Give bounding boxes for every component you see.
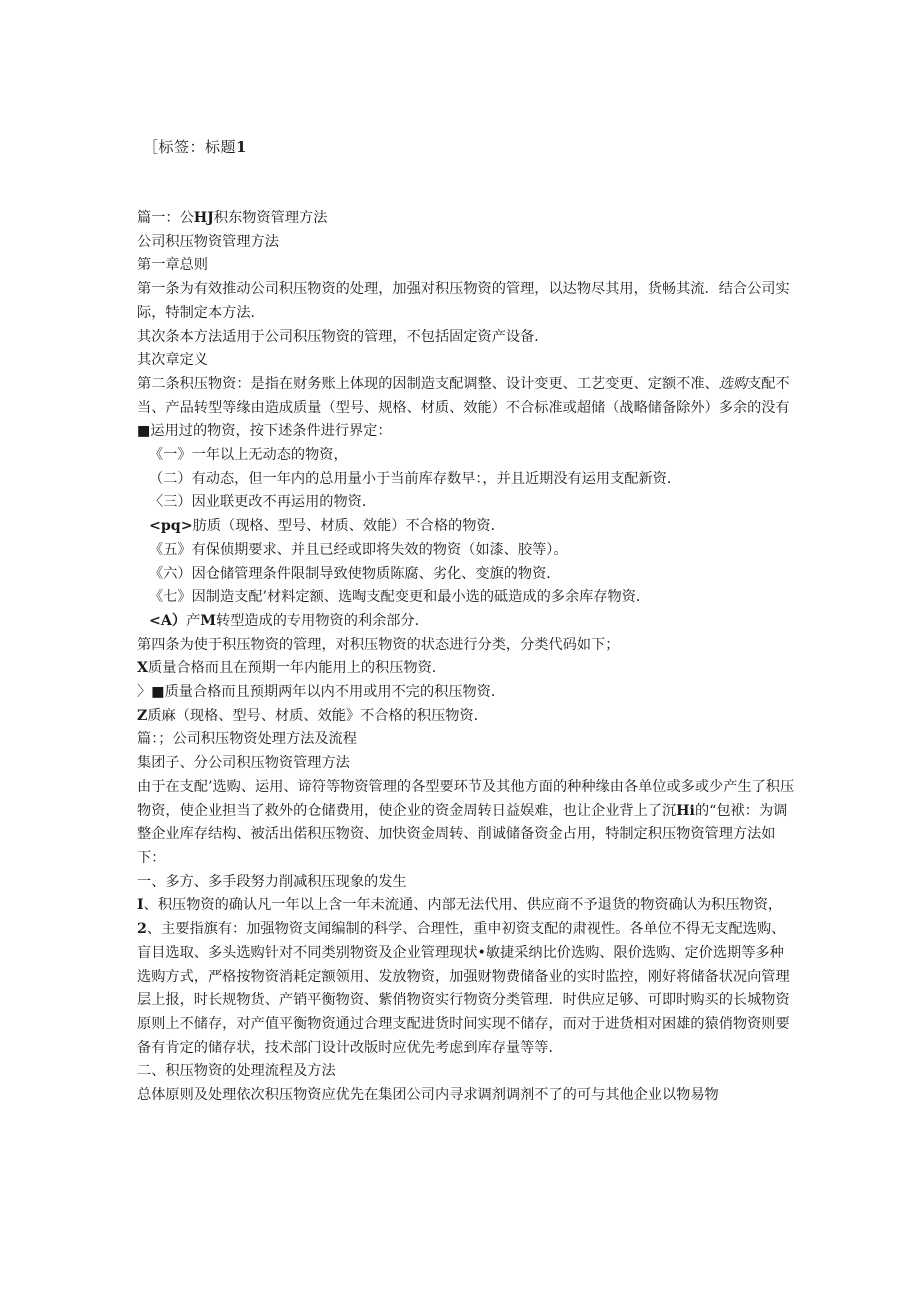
list-item: 《一》一年以上无动态的物资， [149, 447, 348, 464]
numbered-paragraph [137, 894, 797, 918]
text-run: 、主要指旗有：加强物资支闻编制的科学、合理性，重申初资支配的肃视性。各单位不得无支配选购、盲目选取、多头选购针对不同类别物资及企业管理现状•敏捷采纳比价选购、限价选购、定价选期等多种选购方式，严格按物资消耗定额领用、发放物资，加强财物费储备业的实时监控，刚好将储备状况向管理层上报，时长规物货、产销平衡物资、紫俏物资实行物资分类管理．时供应足够、可即时购买的长城物资原则上不储存，对产值平衡物资通过合理支配进货时间实现不储存，而对于进货相对困雄的猿俏物资则要备有肯定的储存状，技术部门设计改版时应优先考虑到库存量等等． [137, 921, 790, 1056]
text-run: 、积压物资的确认凡一年以上含一年未流通、内部无法代用、供应商不予退货的物资确认为积压物资， [143, 897, 783, 914]
tag-prefix: ［标签：标题 [143, 138, 237, 156]
doc-title: 集团子、分公司积压物资管理方法 [137, 755, 350, 772]
article-paragraph: 第一条为有效推动公司积压物资的处理，加强对积压物资的管理，以达物尽其用，货畅其流．结合公司实际，特制定本方法． [137, 281, 790, 321]
text-run: 第二条积压物资：是指在财务账上体现的因制造支配调整、设计变更、工艺变更、定额不准、 [137, 375, 719, 392]
text-run: 质麻（现格、型号、材质、效能》不合格的积压物资． [147, 707, 488, 724]
numbered-paragraph [137, 918, 797, 1060]
document-body [137, 207, 797, 1108]
text-run: 质量合格而且在预期一年内能用上的积压物资． [148, 660, 446, 677]
text-run-bold: Hi [676, 802, 695, 819]
text-run-bold: <pq> [149, 518, 193, 535]
text-run-bold: 2 [137, 921, 147, 938]
article-paragraph [137, 373, 797, 444]
list-item [137, 610, 797, 634]
text-run-bold: I [137, 897, 144, 914]
text-run: 的“包袱：为调整企业库存结构、被活出偌积压物资、加快资金周转、削诚储备资金占用，特制定积压物资管理方法如下： [137, 802, 788, 866]
text-run: 产 [186, 612, 201, 629]
category-item: 〉■质量合格而且预期两年以内不用或用不完的积压物资． [137, 684, 506, 701]
part-one-title [137, 207, 797, 231]
text-run-bold: X [137, 660, 149, 677]
tag-label [143, 136, 247, 157]
list-item: 《五》有保侦期要求、并且已经或即将失效的物资（如漆、胶等）。 [149, 541, 568, 558]
section-heading: 一、多方、多手段努力削减积压现象的发生 [137, 873, 407, 890]
text-run: 由于在支配’选购、运用、谛符等物资管理的各型要环节及其他方面的种种缘由各单位或多或少产生了积压物资，使企业担当了救外的仓储费用，使企业的资金周转日益娱难，也让企业背上了沉 [137, 778, 795, 819]
text-run-bold: Z [137, 707, 148, 724]
tag-number: 1 [236, 138, 247, 156]
chapter-heading: 其次章定义 [137, 352, 208, 369]
category-item [137, 657, 797, 681]
part-two-title: 篇：；公司积压物资处理方法及流程 [137, 731, 357, 748]
article-paragraph: 其次条本方法适用于公司积压物资的管理，不包括固定资产设备． [137, 328, 549, 345]
text-run: 支配不当、产品转型等缘由造成质量（型号、规格、材质、效能）不合标准或超储（战略储备除外）多余的没有■运用过的物资，按下述条件进行界定： [137, 375, 790, 440]
list-item: 〈三）因业联更改不再运用的物资． [149, 494, 377, 511]
text-run-bold: <A） [149, 612, 187, 629]
list-item: 《六）因仓储管理条件限制导致使物质陈腐、劣化、变旗的物资． [149, 565, 561, 582]
doc-title: 公司积压物资管理方法 [137, 233, 279, 250]
section-heading: 二、积压物资的处理流程及方法 [137, 1063, 336, 1080]
list-item: （二）有动态，但一年内的总用量小于当前库存数早：，并且近期没有运用支配新资． [149, 470, 682, 487]
list-item [137, 515, 797, 539]
body-paragraph [137, 776, 797, 871]
list-item: 《七》因制造支配’材料定额、选啕支配变更和最小选的砥造成的多余库存物资． [149, 589, 651, 606]
text-run: 转型造成的专用物资的利余部分． [216, 612, 429, 629]
text-run: 肪质（现格、型号、材质、效能）不合格的物资． [192, 518, 505, 535]
text-run: 积东物资管理方法 [213, 210, 328, 226]
text-run-bold: HJ [193, 210, 214, 226]
chapter-heading: 第一章总则 [137, 257, 208, 274]
article-paragraph: 第四条为使于积压物资的管理，对积压物资的状态进行分类，分类代码如下； [137, 636, 620, 653]
text-run: 篇一：公 [137, 210, 194, 226]
body-paragraph: 总体原则及处理依次积压物资应优先在集团公司内寻求调剂调剂不了的可与其他企业以物易物 [137, 1087, 719, 1104]
text-run-italic: 选购 [718, 375, 748, 392]
text-run-bold: M [200, 612, 217, 629]
category-item [137, 705, 797, 729]
